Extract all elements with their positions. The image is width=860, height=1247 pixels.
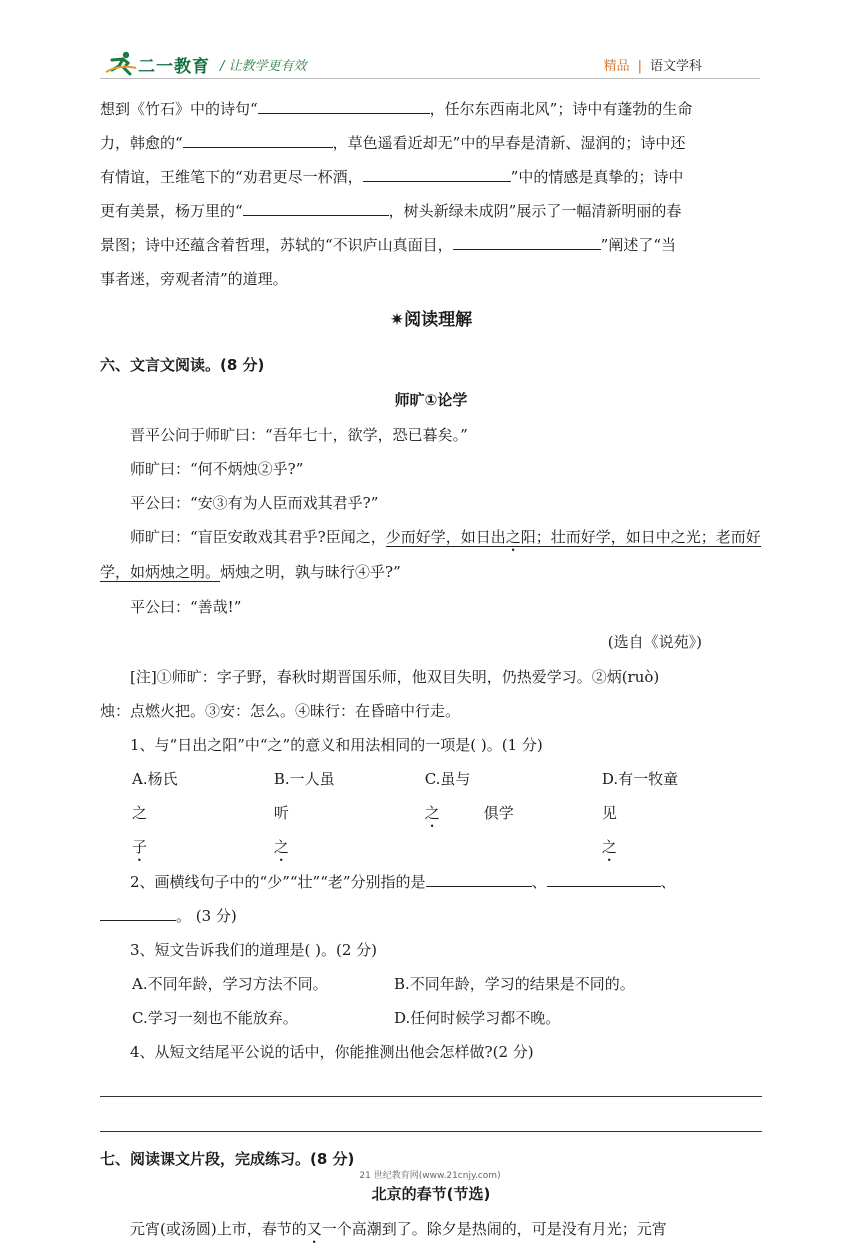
notes-line: 烛：点燃火把。③安：怎么。④昧行：在昏暗中行走。 bbox=[100, 702, 461, 720]
option-c[interactable]: C.学习一刻也不能放弃。 bbox=[132, 1009, 298, 1027]
underlined-text: 少而好学，如日出 bbox=[385, 528, 506, 546]
fill-blank[interactable] bbox=[258, 95, 430, 114]
text: 炳烛之明，孰与昧行④乎 bbox=[220, 563, 386, 581]
text: 2、画横线句子中的“少”“壮”“老”分别指的是 bbox=[130, 873, 426, 891]
section-6-heading: 六、文言文阅读。(8 分) bbox=[100, 356, 265, 374]
option-a[interactable]: A.不同年龄，学习方法不同。 bbox=[132, 975, 328, 993]
fill-blank[interactable] bbox=[453, 231, 601, 250]
text: 师旷曰：“盲臣安敢戏其君乎?臣闻之， bbox=[130, 528, 386, 546]
text: ，草色遥看近却无”中的早春是清新、湿润的；诗中还 bbox=[332, 134, 686, 152]
page-body bbox=[100, 92, 762, 1247]
poem-paragraph bbox=[100, 92, 762, 296]
text: 想到《竹石》中的诗句“ bbox=[100, 100, 258, 118]
header-divider: | bbox=[637, 59, 642, 74]
text: ，树头新绿未成阴”展示了一幅清新明丽的春 bbox=[388, 202, 682, 220]
option-b[interactable]: B.不同年龄，学习的结果是不同的。 bbox=[394, 975, 635, 993]
text: 更有美景，杨万里的“ bbox=[100, 202, 243, 220]
passage-line: 平公曰：“善哉!” bbox=[130, 598, 242, 616]
question-2-cont bbox=[100, 899, 762, 933]
reading-section-title: ✷阅读理解 bbox=[389, 310, 473, 330]
premium-label: 精品 bbox=[603, 59, 630, 74]
section-7-heading: 七、阅读课文片段，完成练习。(8 分) bbox=[100, 1150, 355, 1168]
option-c[interactable]: C.虽与之 俱学 bbox=[424, 770, 514, 822]
logo-text: 二一教育 bbox=[138, 57, 210, 77]
option-b[interactable]: B.一人虽听之 bbox=[273, 770, 335, 856]
dotted-char: ? bbox=[385, 563, 394, 581]
text: 事者迷，旁观者清”的道理。 bbox=[100, 270, 288, 288]
question-1-options bbox=[100, 762, 762, 865]
fill-blank[interactable] bbox=[100, 902, 176, 921]
header-rule bbox=[100, 78, 760, 79]
notes-line: [注]①师旷：字子野，春秋时期晋国乐师，他双目失明，仍热爱学习。②炳(ruò) bbox=[130, 668, 660, 686]
page-header bbox=[100, 48, 760, 80]
text: ”阐述了“当 bbox=[600, 236, 677, 254]
text: 力，韩愈的“ bbox=[100, 134, 183, 152]
subject-label: 语文学科 bbox=[649, 59, 702, 74]
text: 、 bbox=[660, 873, 676, 891]
text: 一个高潮到了。除夕是热闹的，可是没有月光；元宵 bbox=[321, 1220, 667, 1238]
text: 、 bbox=[531, 873, 547, 891]
fill-blank[interactable] bbox=[363, 163, 511, 182]
question-1: 1、与“日出之阳”中“之”的意义和用法相同的一项是( )。(1 分) bbox=[130, 736, 543, 754]
text: 元宵(或汤圆)上市，春节的 bbox=[130, 1220, 307, 1238]
option-d[interactable]: D.有一牧童见之 bbox=[601, 770, 679, 856]
fill-blank[interactable] bbox=[426, 868, 532, 887]
passage-line: 师旷曰：“何不炳烛②乎?” bbox=[130, 460, 304, 478]
passage-line: 晋平公问于师旷曰：“吾年七十，欲学，恐已暮矣。” bbox=[130, 426, 468, 444]
article-title: 师旷①论学 bbox=[394, 391, 468, 409]
question-3: 3、短文告诉我们的道理是( )。(2 分) bbox=[130, 941, 378, 959]
underlined-text: 之光；老而好学，如炳烛之明。 bbox=[100, 528, 761, 581]
text: ，任尔东西南北风”；诗中有蓬勃的生命 bbox=[429, 100, 693, 118]
text: 。 (3 分) bbox=[176, 907, 237, 925]
underlined-text: 阳；壮而好学，如日中 bbox=[520, 528, 671, 546]
passage-line: 平公曰：“安③有为人臣而戏其君乎?” bbox=[130, 494, 379, 512]
article-title: 北京的春节(节选) bbox=[371, 1185, 491, 1203]
passage-line bbox=[100, 1212, 762, 1247]
question-3-options-row1 bbox=[100, 967, 762, 1001]
dotted-char: 之 bbox=[505, 528, 521, 546]
source-citation: (选自《说苑》) bbox=[607, 633, 702, 651]
slogan: / 让教学更有效 bbox=[220, 59, 307, 74]
passage-line bbox=[100, 520, 762, 590]
page-footer: 21 世纪教育网(www.21cnjy.com) bbox=[359, 1171, 501, 1181]
running-man-logo-icon bbox=[104, 50, 138, 76]
header-right bbox=[604, 55, 702, 74]
text: 有情谊，王维笔下的“劝君更尽一杯酒， bbox=[100, 168, 363, 186]
fill-blank[interactable] bbox=[243, 197, 389, 216]
option-d[interactable]: D.任何时候学习都不晚。 bbox=[394, 1009, 561, 1027]
fill-blank[interactable] bbox=[183, 129, 333, 148]
text: ” bbox=[393, 563, 401, 581]
question-3-options-row2 bbox=[100, 1001, 762, 1035]
text: ”中的情感是真挚的；诗中 bbox=[510, 168, 684, 186]
text: 景图；诗中还蕴含着哲理，苏轼的“不识庐山真面目， bbox=[100, 236, 453, 254]
fill-blank[interactable] bbox=[547, 868, 661, 887]
option-a[interactable]: A.杨氏之子 bbox=[132, 770, 178, 856]
dotted-char: 又 bbox=[306, 1220, 322, 1238]
question-2 bbox=[100, 865, 762, 899]
question-4: 4、从短文结尾平公说的话中，你能推测出他会怎样做?(2 分) bbox=[130, 1043, 534, 1061]
